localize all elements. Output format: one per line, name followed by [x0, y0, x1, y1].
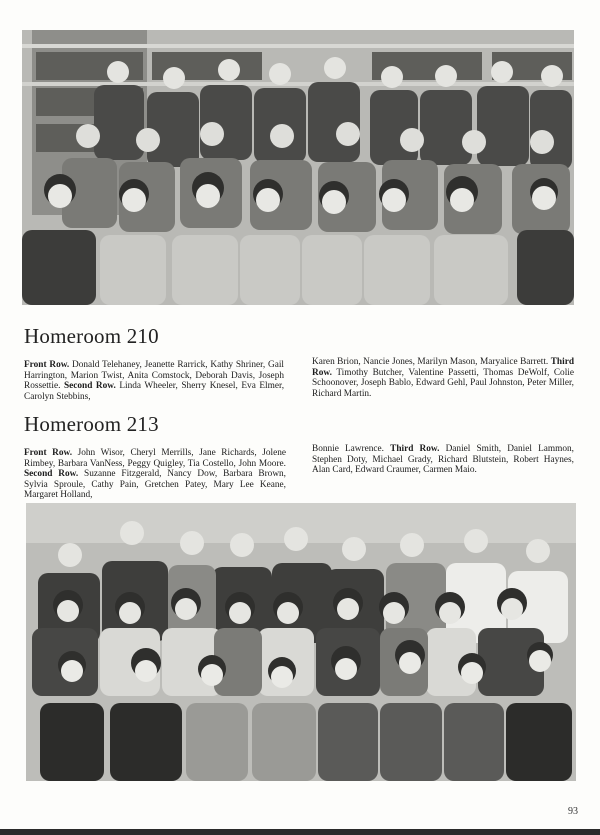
homeroom-210-caption-right [312, 357, 574, 399]
homeroom-210-caption-left [24, 360, 284, 402]
homeroom-213-front-names: John Wisor, Cheryl Merrills, Jane Richards, Jolene Rimbey, Barbara VanNess, Peggy Quigley, Tia Costello, John Moore. [24, 448, 286, 469]
homeroom-213-caption-right [312, 444, 574, 476]
homeroom-213-title: Homeroom 213 [24, 412, 159, 436]
homeroom-213-third-label: Third Row. [390, 444, 440, 454]
homeroom-213-second-label: Second Row. [24, 469, 79, 480]
homeroom-210-photo [22, 30, 574, 305]
homeroom-210-second-label: Second Row. [63, 381, 116, 392]
homeroom-213-front-label: Front Row. [24, 448, 73, 458]
homeroom-213-second-cont: Bonnie Lawrence. [312, 444, 384, 454]
page-bottom-edge [0, 829, 600, 835]
homeroom-213-second-names: Suzanne Fitzgerald, Nancy Dow, Barbara Brown, Sylvia Sproule, Cathy Pain, Gretchen Patey, Mary Lee Keane, Margaret Holland, [24, 469, 287, 501]
homeroom-210-second-names: Linda Wheeler, Sherry Knesel, Eva Elmer, Carolyn Stebbins, [24, 381, 285, 402]
page-number: 93 [568, 806, 578, 817]
homeroom-210-title: Homeroom 210 [24, 324, 159, 348]
homeroom-213-caption-left [24, 448, 286, 501]
homeroom-210-photo-art [22, 30, 574, 305]
homeroom-213-third-names: Daniel Smith, Daniel Lammon, Stephen Doty, Michael Grady, Richard Blutstein, Robert Haynes, Alan Card, Edward Craumer, Carmen Maio. [312, 444, 575, 476]
homeroom-213-photo [26, 503, 576, 781]
homeroom-210-third-names: Timothy Butcher, Valentine Passetti, Thomas DeWolf, Colie Schoonover, Joseph Bablo, Edward Gehl, Paul Johnston, Peter Miller, Richard Martin. [312, 367, 574, 399]
homeroom-210-front-label: Front Row. [24, 360, 70, 370]
homeroom-210-second-cont: Karen Brion, Nancie Jones, Marilyn Mason, Maryalice Barrett. [312, 357, 549, 367]
homeroom-210-third-label: Third Row. [312, 357, 574, 378]
homeroom-213-photo-art [26, 503, 576, 781]
homeroom-210-front-names: Donald Telehaney, Jeanette Rarrick, Kathy Shriner, Gail Harrington, Marion Twist, Anita Comstock, Deborah Davis, Joseph Rossettie. [24, 360, 284, 392]
